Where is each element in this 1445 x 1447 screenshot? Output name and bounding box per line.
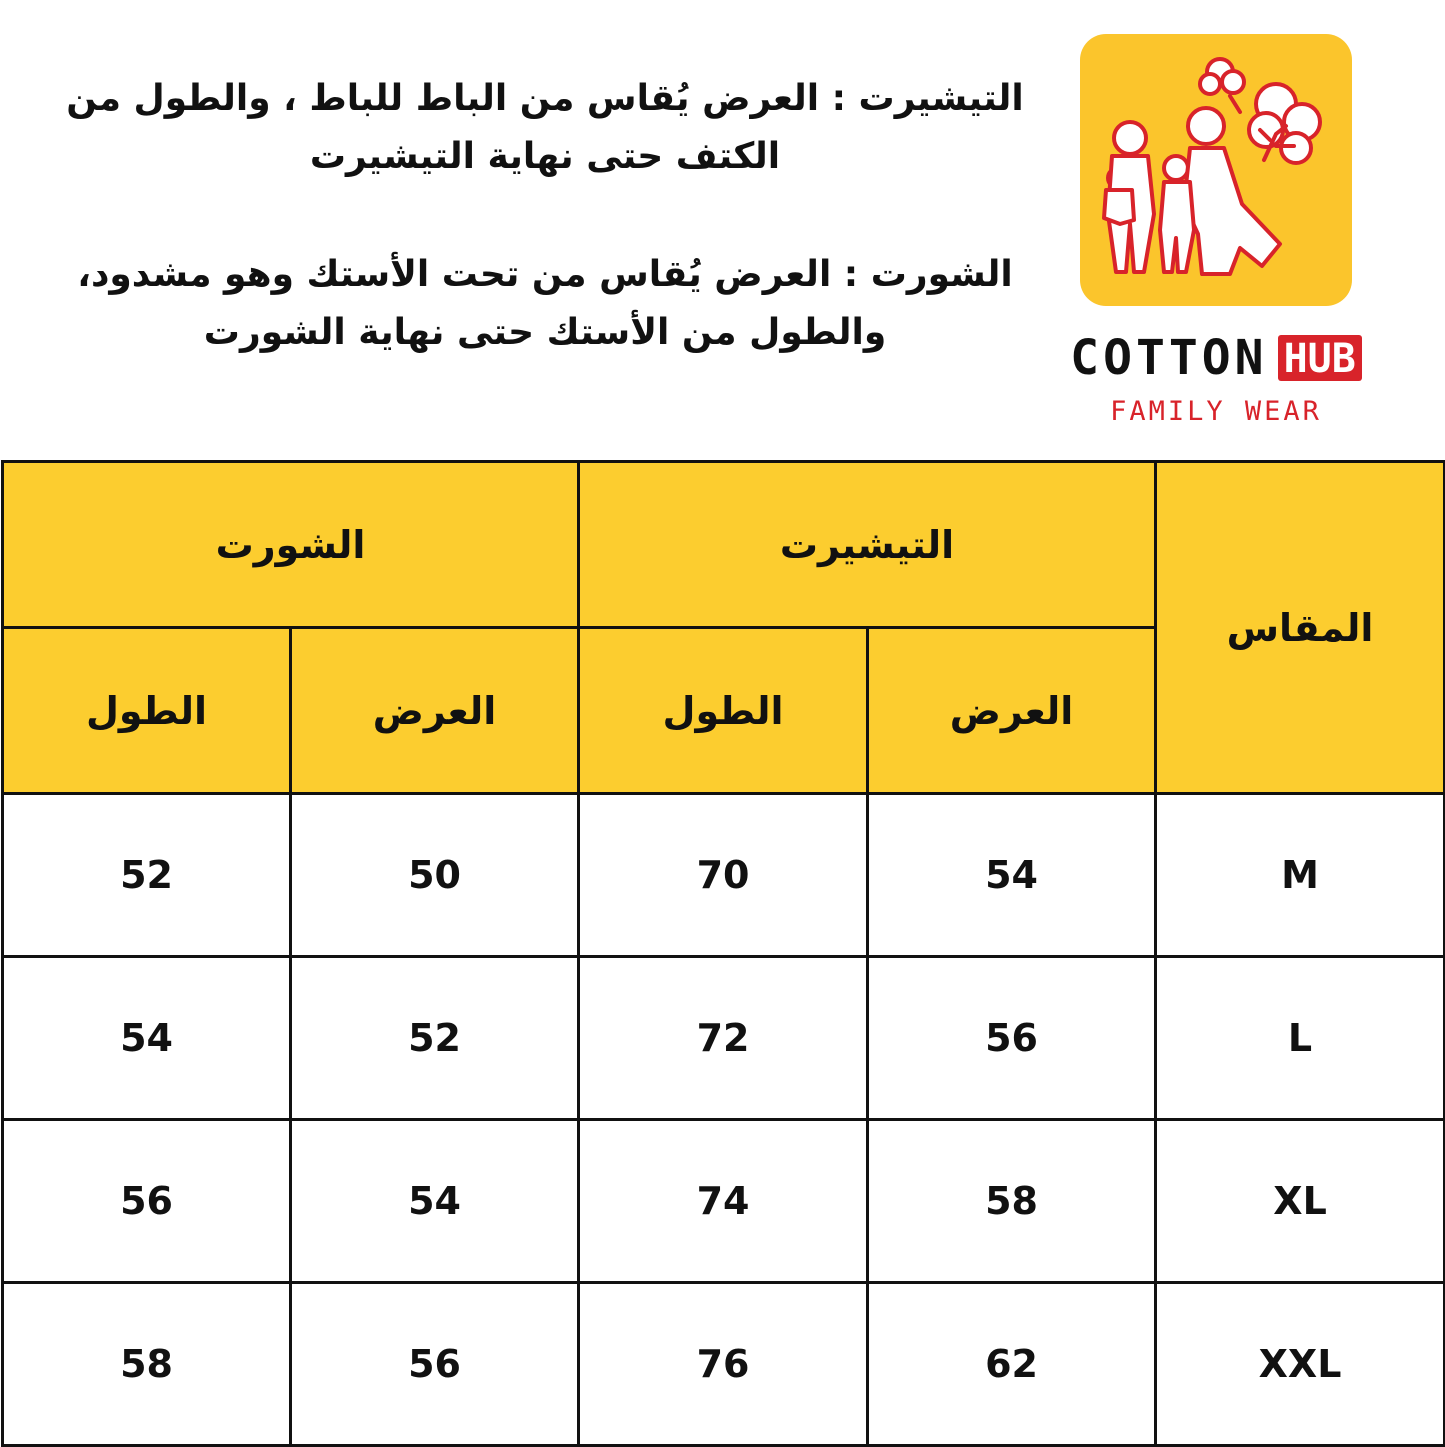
shorts-width-cell: 52 xyxy=(291,957,579,1120)
tshirt-length-cell: 72 xyxy=(579,957,868,1120)
tshirt-width-cell: 58 xyxy=(868,1120,1156,1283)
size-cell: M xyxy=(1156,794,1445,957)
tshirt-length-cell: 76 xyxy=(579,1283,868,1446)
shorts-length-cell: 54 xyxy=(3,957,291,1120)
shorts-width-cell: 50 xyxy=(291,794,579,957)
tshirt-length-cell: 74 xyxy=(579,1120,868,1283)
tshirt-width-header: العرض xyxy=(868,628,1156,794)
shorts-length-cell: 56 xyxy=(3,1120,291,1283)
shorts-width-cell: 56 xyxy=(291,1283,579,1446)
shorts-width-cell: 54 xyxy=(291,1120,579,1283)
tshirt-width-cell: 62 xyxy=(868,1283,1156,1446)
table-header-row xyxy=(3,462,1445,628)
measurement-instructions xyxy=(30,70,1060,362)
size-cell: XL xyxy=(1156,1120,1445,1283)
tshirt-length-header: الطول xyxy=(579,628,868,794)
size-chart-table xyxy=(1,460,1445,1447)
size-cell: L xyxy=(1156,957,1445,1120)
shorts-instruction: الشورت : العرض يُقاس من تحت الأستك وهو مشدود، والطول من الأستك حتى نهاية الشورت xyxy=(77,254,1013,353)
size-header: المقاس xyxy=(1156,462,1445,794)
tshirt-width-cell: 54 xyxy=(868,794,1156,957)
brand-tagline: FAMILY WEAR xyxy=(1110,396,1322,427)
tshirt-length-cell: 70 xyxy=(579,794,868,957)
shorts-length-cell: 52 xyxy=(3,794,291,957)
shorts-width-header: العرض xyxy=(291,628,579,794)
brand-name: COTTON xyxy=(1070,330,1268,386)
shorts-header: الشورت xyxy=(3,462,579,628)
brand-logo xyxy=(1080,34,1352,306)
table-row xyxy=(3,957,1445,1120)
tshirt-width-cell: 56 xyxy=(868,957,1156,1120)
shorts-length-header: الطول xyxy=(3,628,291,794)
table-row xyxy=(3,794,1445,957)
tshirt-header: التيشيرت xyxy=(579,462,1156,628)
brand-wordmark xyxy=(1060,328,1372,388)
shorts-length-cell: 58 xyxy=(3,1283,291,1446)
tshirt-instruction: التيشيرت : العرض يُقاس من الباط للباط ، والطول من الكتف حتى نهاية التيشيرت xyxy=(66,78,1024,177)
brand-accent: HUB xyxy=(1278,335,1362,381)
table-row xyxy=(3,1283,1445,1446)
table-row xyxy=(3,1120,1445,1283)
family-cotton-icon xyxy=(1080,34,1352,306)
size-cell: XXL xyxy=(1156,1283,1445,1446)
